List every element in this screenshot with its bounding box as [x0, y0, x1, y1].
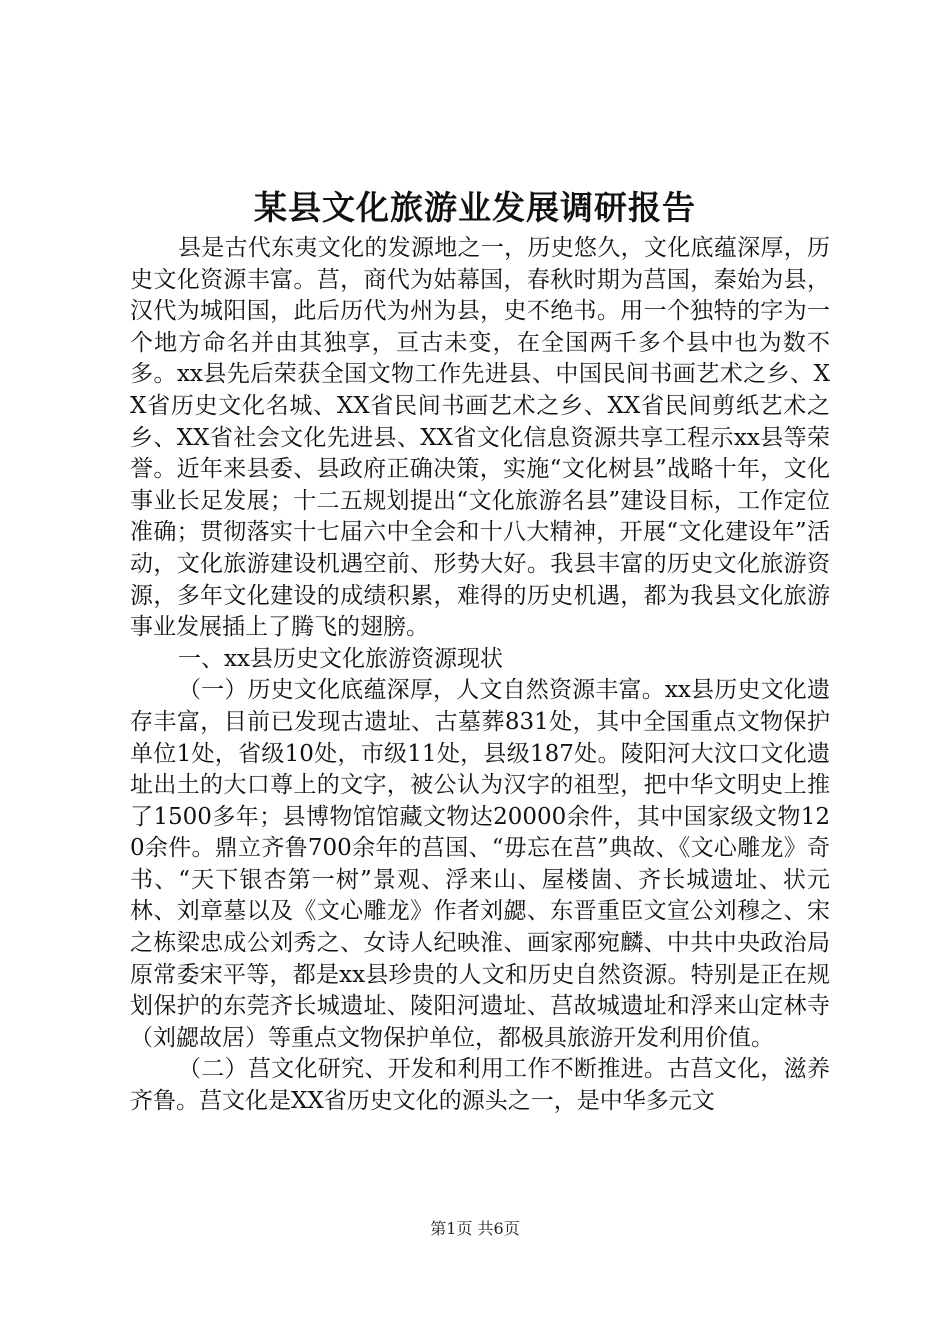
page-number-footer: 第1页 共6页 [430, 1219, 520, 1238]
document-title: 某县文化旅游业发展调研报告 [254, 188, 696, 227]
section-heading: 一、xx县历史文化旅游资源现状 [178, 645, 503, 672]
subsection-paragraph-2: （二）莒文化研究、开发和利用工作不断推进。古莒文化，滋养齐鲁。莒文化是XX省历史文化的源头之一，是中华多元文 [130, 1056, 830, 1115]
subsection-paragraph-1: （一）历史文化底蕴深厚，人文自然资源丰富。xx县历史文化遗存丰富，目前已发现古遗址、古墓葬831处，其中全国重点文物保护单位1处，省级10处，市级11处，县级187处。陵阳河大汶口文化遗址出土的大口尊上的文字，被公认为汉字的祖型，把中华文明史上推了1500多年；县博物馆馆藏文物达20000余件，其中国家级文物120余件。鼎立齐鲁700余年的莒国、“毋忘在莒”典故、《文心雕龙》奇书、“天下银杏第一树”景观、浮来山、屋楼崮、齐长城遗址、状元林、刘章墓以及《文心雕龙》作者刘勰、东晋重臣文宣公刘穆之、宋之栋梁忠成公刘秀之、女诗人纪映淮、画家邴宛麟、中共中央政治局原常委宋平等，都是xx县珍贵的人文和历史自然资源。特别是正在规划保护的东莞齐长城遗址、陵阳河遗址、莒故城遗址和浮来山定林寺（刘勰故居）等重点文物保护单位，都极具旅游开发利用价值。 [130, 677, 830, 1051]
intro-paragraph: 县是古代东夷文化的发源地之一，历史悠久，文化底蕴深厚，历史文化资源丰富。莒，商代为姑幕国，春秋时期为莒国，秦始为县，汉代为城阳国，此后历代为州为县，史不绝书。用一个独特的字为一个地方命名并由其独享，亘古未变，在全国两千多个县中也为数不多。xx县先后荣获全国文物工作先进县、中国民间书画艺术之乡、XX省历史文化名城、XX省民间书画艺术之乡、XX省民间剪纸艺术之乡、XX省社会文化先进县、XX省文化信息资源共享工程示xx县等荣誉。近年来县委、县政府正确决策，实施“文化树县”战略十年，文化事业长足发展；十二五规划提出“文化旅游名县”建设目标，工作定位准确；贯彻落实十七届六中全会和十八大精神，开展“文化建设年”活动，文化旅游建设机遇空前、形势大好。我县丰富的历史文化旅游资源，多年文化建设的成绩积累，难得的历史机遇，都为我县文化旅游事业发展插上了腾飞的翅膀。 [130, 235, 830, 641]
document-body [130, 233, 830, 1118]
